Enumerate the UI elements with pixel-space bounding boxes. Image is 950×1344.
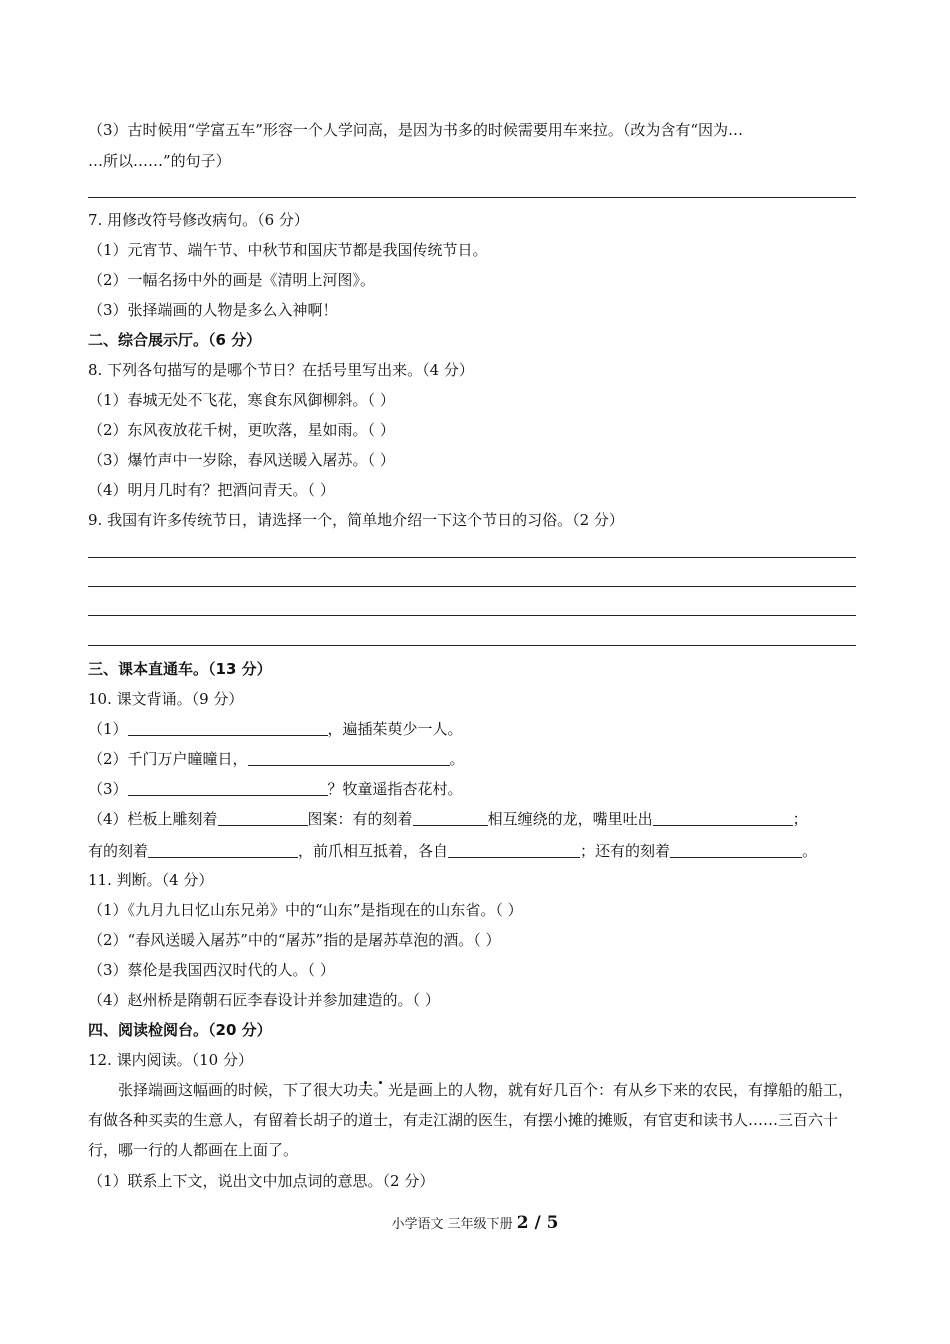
q10-item-4-line2: 有的刻着 ，前爪相互抵着，各自 ；还有的刻着 。 <box>88 842 818 860</box>
fill-blank <box>218 811 308 826</box>
dotted-char: 夫 <box>358 1081 374 1099</box>
page-footer <box>0 1213 950 1233</box>
q9-title: 9. 我国有许多传统节日，请选择一个，简单地介绍一下这个节日的习俗。（2 分） <box>88 511 624 529</box>
answer-line <box>88 557 856 558</box>
q7-item-2: （2）一幅名扬中外的画是《清明上河图》。 <box>88 271 376 289</box>
q11-item-4: （4）赵州桥是隋朝石匠李春设计并参加建造的。（ ） <box>88 991 440 1009</box>
q10-item-1: （1） ，遍插茱萸少一人。 <box>88 720 463 738</box>
q10-item-4-line1: （4）栏板上雕刻着 图案：有的刻着 相互缠绕的龙，嘴里吐出 ； <box>88 810 808 828</box>
q8-item-4: （4）明月几时有？把酒问青天。（ ） <box>88 481 335 499</box>
section-3-heading: 三、课本直通车。（13 分） <box>88 660 272 678</box>
q8-item-2: （2）东风夜放花千树，更吹落，星如雨。（ ） <box>88 421 395 439</box>
fill-blank <box>413 811 488 826</box>
answer-line <box>88 586 856 587</box>
q11-item-3: （3）蔡伦是我国西汉时代的人。（ ） <box>88 961 335 979</box>
q11-title: 11. 判断。（4 分） <box>88 871 214 889</box>
page-number: 2 <box>516 1213 529 1233</box>
q8-item-3: （3）爆竹声中一岁除，春风送暖入屠苏。（ ） <box>88 451 395 469</box>
fill-blank <box>670 843 802 858</box>
q11-item-1: （1）《九月九日忆山东兄弟》中的“山东”是指现在的山东省。（ ） <box>88 901 523 919</box>
answer-line <box>88 197 856 198</box>
q12-sub-1: （1）联系上下文，说出文中加点词的意思。（2 分） <box>88 1172 435 1190</box>
q8-item-1: （1）春城无处不飞花，寒食东风御柳斜。（ ） <box>88 391 395 409</box>
q6-item-3-line2: …所以……”的句子） <box>88 152 231 170</box>
answer-line <box>88 615 856 616</box>
q11-item-2: （2）“春风送暖入屠苏”中的“屠苏”指的是屠苏草泡的酒。（ ） <box>88 931 501 949</box>
q10-title: 10. 课文背诵。（9 分） <box>88 690 244 708</box>
answer-line <box>88 645 856 646</box>
q8-title: 8. 下列各句描写的是哪个节日？在括号里写出来。（4 分） <box>88 361 474 379</box>
q10-item-2: （2）千门万户曈曈日， 。 <box>88 750 465 768</box>
page-total: 5 <box>546 1213 559 1233</box>
dotted-char: 功 <box>343 1081 359 1099</box>
q10-item-3: （3） ？牧童遥指杏花村。 <box>88 780 463 798</box>
section-2-heading: 二、综合展示厅。（6 分） <box>88 331 262 349</box>
q7-title: 7. 用修改符号修改病句。（6 分） <box>88 211 309 229</box>
q7-item-1: （1）元宵节、端午节、中秋节和国庆节都是我国传统节日。 <box>88 241 488 259</box>
fill-blank <box>148 843 298 858</box>
section-4-heading: 四、阅读检阅台。（20 分） <box>88 1021 272 1039</box>
fill-blank <box>653 811 793 826</box>
page-separator: / <box>528 1213 547 1233</box>
reading-passage: 张择端画这幅画的时候，下了很大功夫。光是画上的人物，就有好几百个：有从乡下来的农民，有撑船的船工，有做各种买卖的生意人，有留着长胡子的道士，有走江湖的医生，有摆小摊的摊贩，有官吏和读书人……三百六十行，哪一行的人都画在上面了。 <box>88 1081 854 1159</box>
q7-item-3: （3）张择端画的人物是多么入神啊！ <box>88 301 338 319</box>
fill-blank <box>128 721 328 736</box>
q6-item-3-line1: （3）古时候用“学富五车”形容一个人学问高，是因为书多的时候需要用车来拉。（改为含有“因为… <box>88 121 744 139</box>
fill-blank <box>448 843 580 858</box>
fill-blank <box>248 751 450 766</box>
footer-label: 小学语文 三年级下册 <box>391 1217 513 1232</box>
q12-title: 12. 课内阅读。（10 分） <box>88 1051 253 1069</box>
fill-blank <box>128 781 328 796</box>
